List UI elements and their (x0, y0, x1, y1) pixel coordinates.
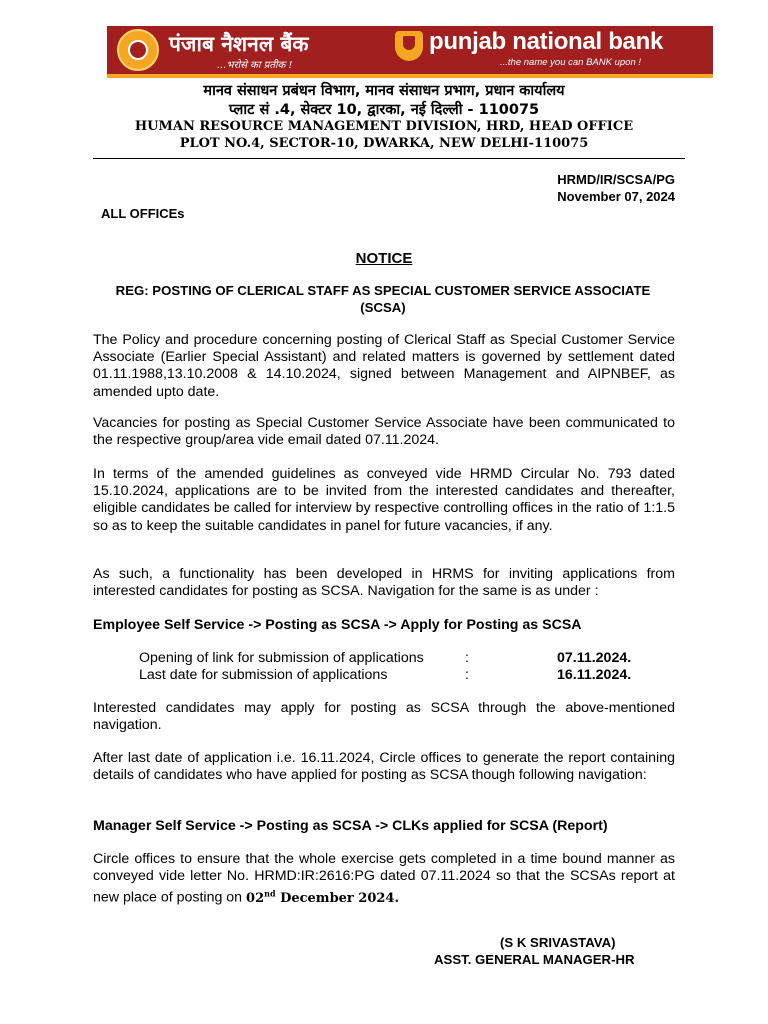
subject-line: REG: POSTING OF CLERICAL STAFF AS SPECIAL CUSTOMER SERVICE ASSOCIATE (SCSA) (115, 283, 651, 315)
signatory-name: (S K SRIVASTAVA) (500, 935, 616, 950)
banner-english-tagline: ...the name you can BANK upon ! (500, 57, 642, 68)
schedule-opening-colon: : (465, 650, 469, 666)
banner-english-name: punjab national bank (429, 28, 664, 55)
paragraph-completion (93, 851, 675, 907)
report-date-day: 02 (246, 890, 265, 906)
report-date-period: . (394, 890, 400, 906)
employee-navigation-path: Employee Self Service -> Posting as SCSA -> Apply for Posting as SCSA (93, 617, 582, 633)
addressee: ALL OFFICEs (101, 206, 185, 221)
banner-hindi-name: पंजाब नैशनल बैंक (169, 32, 309, 56)
pnb-logo-icon (395, 31, 423, 61)
schedule-last-date-colon: : (465, 667, 469, 683)
report-date-month-year: December 2024 (280, 890, 395, 906)
report-date (246, 888, 400, 906)
reference-date: November 07, 2024 (557, 189, 675, 204)
manager-navigation-path: Manager Self Service -> Posting as SCSA -> CLKs applied for SCSA (Report) (93, 818, 608, 834)
paragraph-guidelines: In terms of the amended guidelines as conveyed vide HRMD Circular No. 793 dated 15.10.2024, applications are to be invited from the interested candidates and thereafter, eligible candidates be called for interview by respective controlling offices in the ratio of 1:1.5 so as to keep the suitable candidates in panel for future vacancies, if any. (93, 466, 675, 534)
paragraph-policy: The Policy and procedure concerning posting of Clerical Staff as Special Customer Service Associate (Earlier Special Assistant) and related matters is governed by settlement dated 01.11.1988,13.10.2008 & 14.10.2024, signed between Management and AIPNBEF, as amended upto date. (93, 332, 675, 400)
bank-logo-banner (107, 26, 713, 78)
banner-hindi-tagline: ...भरोसे का प्रतीक ! (217, 60, 293, 71)
header-english-line1: HUMAN RESOURCE MANAGEMENT DIVISION, HRD, HEAD OFFICE (134, 119, 634, 134)
paragraph-vacancies: Vacancies for posting as Special Customer Service Associate have been communicated to the respective group/area vide email dated 07.11.2024. (93, 415, 675, 449)
header-english-line2: PLOT NO.4, SECTOR-10, DWARKA, NEW DELHI-110075 (179, 136, 589, 151)
pnb-emblem-icon (117, 29, 159, 71)
paragraph-interested: Interested candidates may apply for posting as SCSA through the above-mentioned navigation. (93, 700, 675, 734)
notice-title: NOTICE (355, 250, 413, 267)
schedule-opening-date: 07.11.2024. (557, 650, 632, 666)
completion-text: Circle offices to ensure that the whole exercise gets completed in a time bound manner as conveyed vide letter No. HRMD:IR:2616:PG dated 07.11.2024 so that the SCSAs report at new place of posting on (93, 851, 675, 906)
schedule-last-date-label: Last date for submission of applications (139, 667, 388, 683)
header-divider (93, 158, 685, 159)
signatory-designation: ASST. GENERAL MANAGER-HR (434, 952, 635, 967)
paragraph-after-last-date: After last date of application i.e. 16.11.2024, Circle offices to generate the report containing details of candidates who have applied for posting as SCSA though following navigation: (93, 750, 675, 784)
header-hindi-line2: प्लाट सं .4, सेक्टर 10, द्वारका, नई दिल्ली - 110075 (228, 102, 540, 118)
paragraph-functionality: As such, a functionality has been developed in HRMS for inviting applications from interested candidates for posting as SCSA. Navigation for the same is as under : (93, 566, 675, 600)
schedule-opening-label: Opening of link for submission of applications (139, 650, 424, 666)
header-hindi-line1: मानव संसाधन प्रबंधन विभाग, मानव संसाधन प्रभाग, प्रधान कार्यालय (203, 83, 565, 99)
reference-code: HRMD/IR/SCSA/PG (557, 172, 675, 187)
report-date-suffix: nd (264, 888, 276, 899)
schedule-last-date-value: 16.11.2024. (557, 667, 632, 683)
